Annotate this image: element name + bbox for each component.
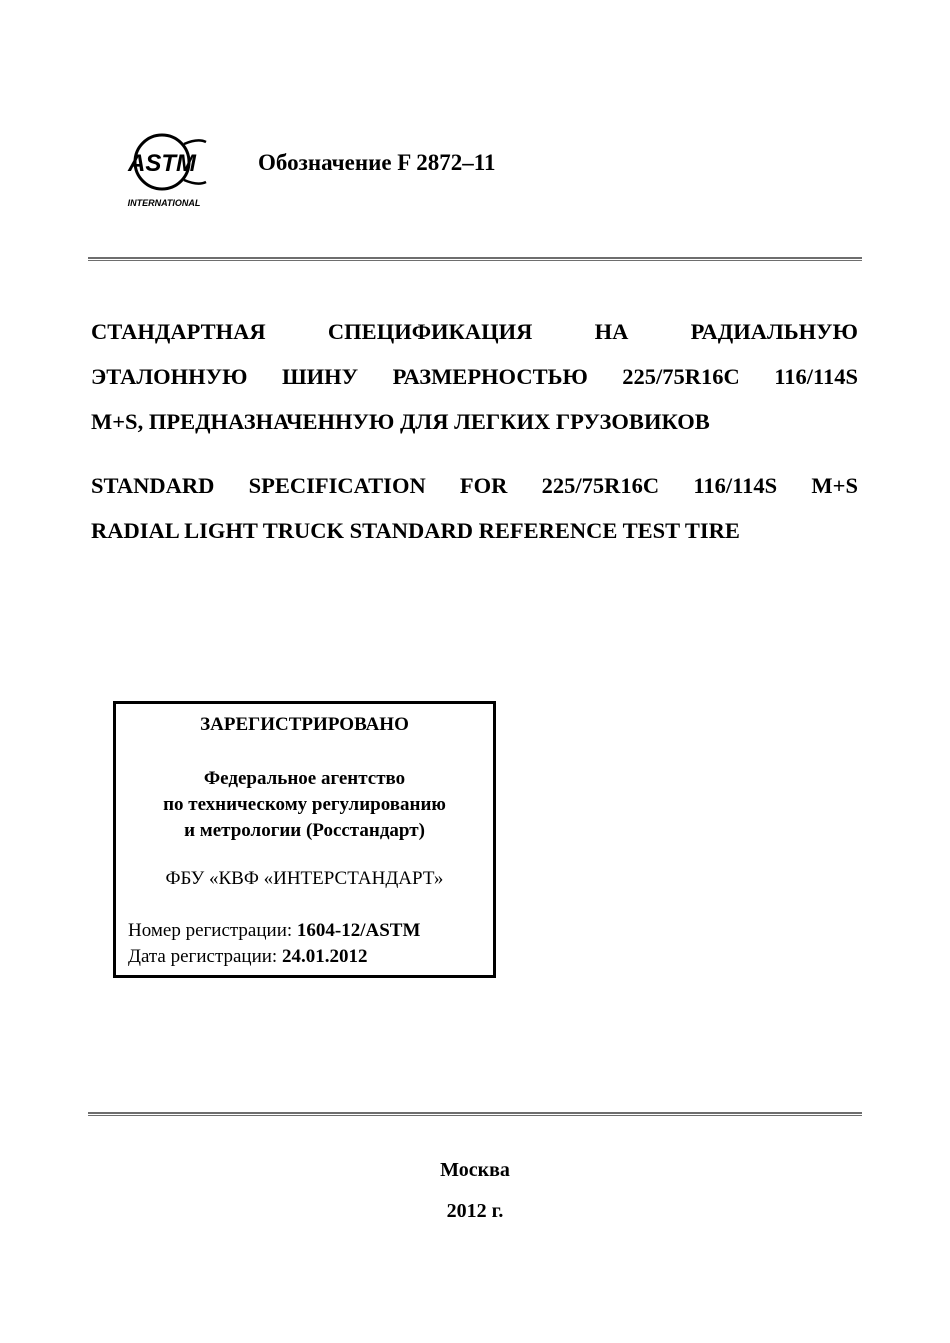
- registration-number-label: Номер регистрации:: [128, 920, 297, 941]
- title-english: [91, 463, 858, 553]
- title-ru-line: M+S, ПРЕДНАЗНАЧЕННУЮ ДЛЯ ЛЕГКИХ ГРУЗОВИКОВ: [91, 409, 710, 434]
- title-russian: [91, 309, 858, 444]
- logo-subtext: INTERNATIONAL: [127, 198, 201, 208]
- publication-year: 2012 г.: [446, 1200, 504, 1222]
- agency-line: Федеральное агентство: [203, 768, 406, 789]
- registration-heading: ЗАРЕГИСТРИРОВАНО: [200, 714, 409, 735]
- registration-number-value: 1604-12/ASTM: [296, 920, 421, 941]
- logo-text: ASTM: [128, 150, 196, 177]
- registration-date: [128, 946, 367, 968]
- title-ru-line: СТАНДАРТНАЯ СПЕЦИФИКАЦИЯ НА РАДИАЛЬНУЮ: [91, 319, 858, 344]
- registration-date-value: 24.01.2012: [281, 946, 368, 967]
- title-en-line: STANDARD SPECIFICATION FOR 225/75R16C 116/114S M+S: [91, 473, 858, 498]
- title-ru-line: ЭТАЛОННУЮ ШИНУ РАЗМЕРНОСТЬЮ 225/75R16C 116/114S: [91, 364, 858, 389]
- publication-city: Москва: [440, 1159, 510, 1181]
- astm-logo-icon: [118, 126, 214, 210]
- title-en-line: RADIAL LIGHT TRUCK STANDARD REFERENCE TEST TIRE: [91, 518, 740, 543]
- registration-date-label: Дата регистрации:: [128, 946, 282, 967]
- agency-line: по техническому регулированию: [163, 794, 446, 815]
- registration-organization: ФБУ «КВФ «ИНТЕРСТАНДАРТ»: [165, 868, 444, 889]
- top-divider: [88, 257, 862, 261]
- registration-number: [128, 920, 420, 942]
- designation: Обозначение F 2872–11: [258, 150, 496, 175]
- astm-logo: [118, 126, 214, 210]
- agency-line: и метрологии (Росстандарт): [184, 820, 425, 841]
- bottom-divider: [88, 1112, 862, 1116]
- registration-agency: [116, 766, 493, 844]
- registration-box: [113, 701, 496, 978]
